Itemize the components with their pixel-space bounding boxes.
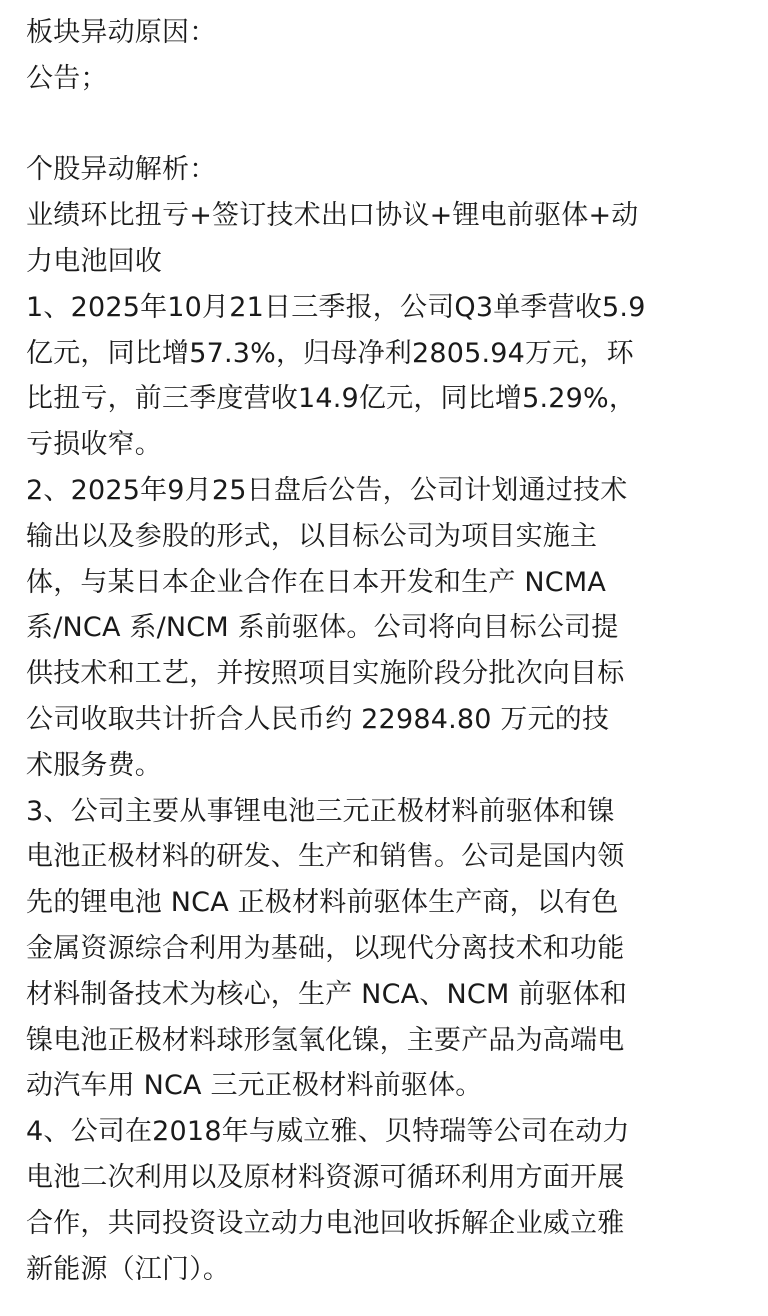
point-line: 亏损收窄。 xyxy=(26,429,162,461)
point-line: 动汽车用 NCA 三元正极材料前驱体。 xyxy=(26,1070,483,1102)
analysis-summary-line: 力电池回收 xyxy=(26,245,162,277)
point-line: 1、2025年10月21日三季报，公司Q3单季营收5.9 xyxy=(26,291,646,323)
paragraph-gap xyxy=(26,102,748,148)
point-4 xyxy=(26,1109,748,1292)
point-line: 新能源（江门）。 xyxy=(26,1253,231,1285)
point-line: 术服务费。 xyxy=(26,749,162,781)
point-line: 电池正极材料的研发、生产和销售。公司是国内领 xyxy=(26,841,625,873)
analysis-heading: 个股异动解析： xyxy=(26,154,217,186)
point-line: 4、公司在2018年与威立雅、贝特瑞等公司在动力 xyxy=(26,1116,630,1148)
point-line: 镍电池正极材料球形氢氧化镍，主要产品为高端电 xyxy=(26,1024,625,1056)
point-line: 合作，共同投资设立动力电池回收拆解企业威立雅 xyxy=(26,1207,625,1239)
point-line: 公司收取共计折合人民币约 22984.80 万元的技 xyxy=(26,703,610,735)
point-1 xyxy=(26,285,748,468)
point-line: 3、公司主要从事锂电池三元正极材料前驱体和镍 xyxy=(26,795,615,827)
point-line: 比扭亏，前三季度营收14.9亿元，同比增5.29%， xyxy=(26,383,637,415)
point-line: 2、2025年9月25日盘后公告，公司计划通过技术 xyxy=(26,474,628,506)
point-line: 金属资源综合利用为基础，以现代分离技术和功能 xyxy=(26,932,625,964)
point-line: 先的锂电池 NCA 正极材料前驱体生产商，以有色 xyxy=(26,887,619,919)
analysis-summary-line: 业绩环比扭亏+签订技术出口协议+锂电前驱体+动 xyxy=(26,200,639,232)
point-line: 材料制备技术为核心，生产 NCA、NCM 前驱体和 xyxy=(26,978,628,1010)
point-line: 体，与某日本企业合作在日本开发和生产 NCMA xyxy=(26,566,606,598)
point-line: 系/NCA 系/NCM 系前驱体。公司将向目标公司提 xyxy=(26,612,619,644)
point-3 xyxy=(26,789,748,1110)
point-line: 供技术和工艺，并按照项目实施阶段分批次向目标 xyxy=(26,658,625,690)
point-line: 电池二次利用以及原材料资源可循环利用方面开展 xyxy=(26,1161,625,1193)
point-line: 输出以及参股的形式，以目标公司为项目实施主 xyxy=(26,520,598,552)
point-line: 亿元，同比增57.3%，归母净利2805.94万元，环 xyxy=(26,337,634,369)
reason-heading: 板块异动原因： xyxy=(26,17,217,48)
point-2 xyxy=(26,468,748,789)
article-body xyxy=(26,10,748,1292)
reason-text: 公告； xyxy=(26,62,108,94)
